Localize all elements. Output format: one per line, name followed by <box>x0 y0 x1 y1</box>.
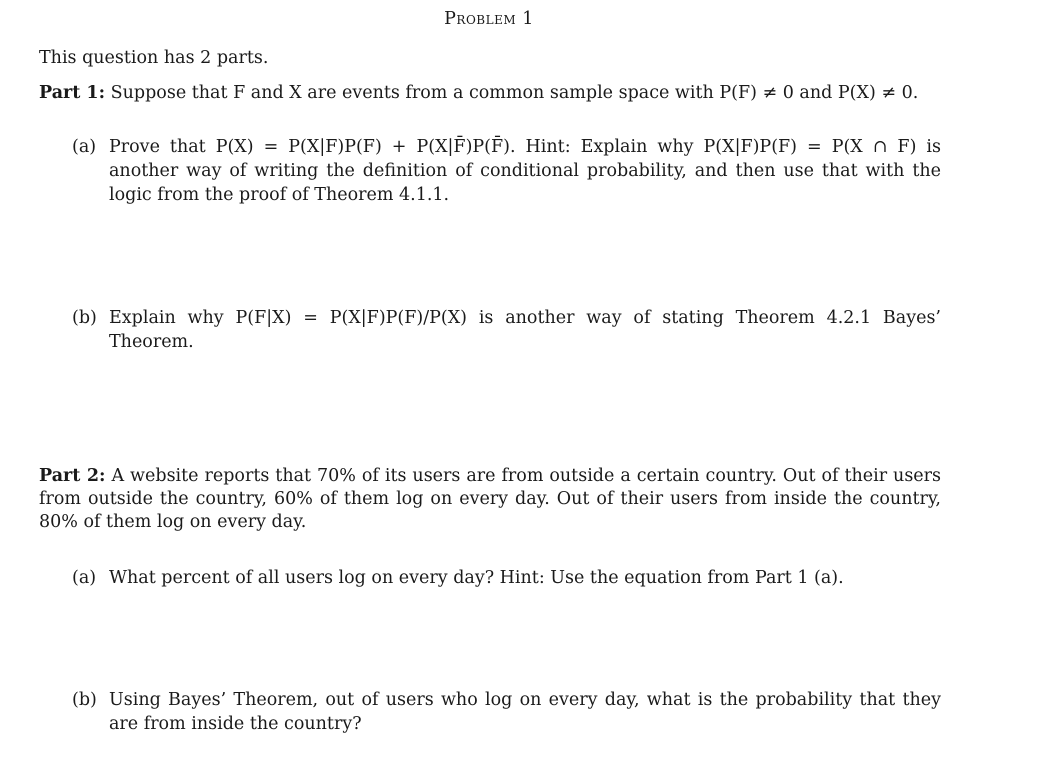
part1-item-b-enum: (b) <box>72 308 97 328</box>
part1-label: Part 1: <box>39 83 106 103</box>
part1-item-b-text: Explain why P(F|X) = P(X|F)P(F)/P(X) is another way of stating Theorem 4.2.1 Bayes’ Theorem. <box>109 308 941 352</box>
intro-text: This question has 2 parts. <box>39 48 269 68</box>
part2-item-b <box>72 688 941 736</box>
part1-item-a-text: Prove that P(X) = P(X|F)P(F) + P(X|F̄)P(F̄). Hint: Explain why P(X|F)P(F) = P(X ∩ F) is another way of writing the definition of conditional probability, and then use that with the logic from the proof of Theorem 4.1.1. <box>109 137 941 205</box>
part2-item-b-enum: (b) <box>72 690 97 710</box>
part1-item-a-enum: (a) <box>72 137 97 157</box>
part2-label: Part 2: <box>39 466 106 486</box>
part2-item-a-enum: (a) <box>72 568 97 588</box>
problem-title: Problem 1 <box>444 9 534 29</box>
part2-item-a <box>72 566 941 590</box>
part2-statement <box>39 465 941 534</box>
part1-statement <box>39 82 941 105</box>
part2-item-a-text: What percent of all users log on every day? Hint: Use the equation from Part 1 (a). <box>109 568 844 588</box>
part1-item-a <box>72 135 941 207</box>
part1-text: Suppose that F and X are events from a common sample space with P(F) ≠ 0 and P(X) ≠ 0. <box>110 83 919 103</box>
part2-item-b-text: Using Bayes’ Theorem, out of users who log on every day, what is the probability that they are from inside the country? <box>109 690 941 734</box>
part1-item-b <box>72 306 941 354</box>
part2-text: A website reports that 70% of its users are from outside a certain country. Out of their users from outside the country, 60% of them log on every day. Out of their users from inside the country, 80% of them log on every day. <box>39 466 942 532</box>
